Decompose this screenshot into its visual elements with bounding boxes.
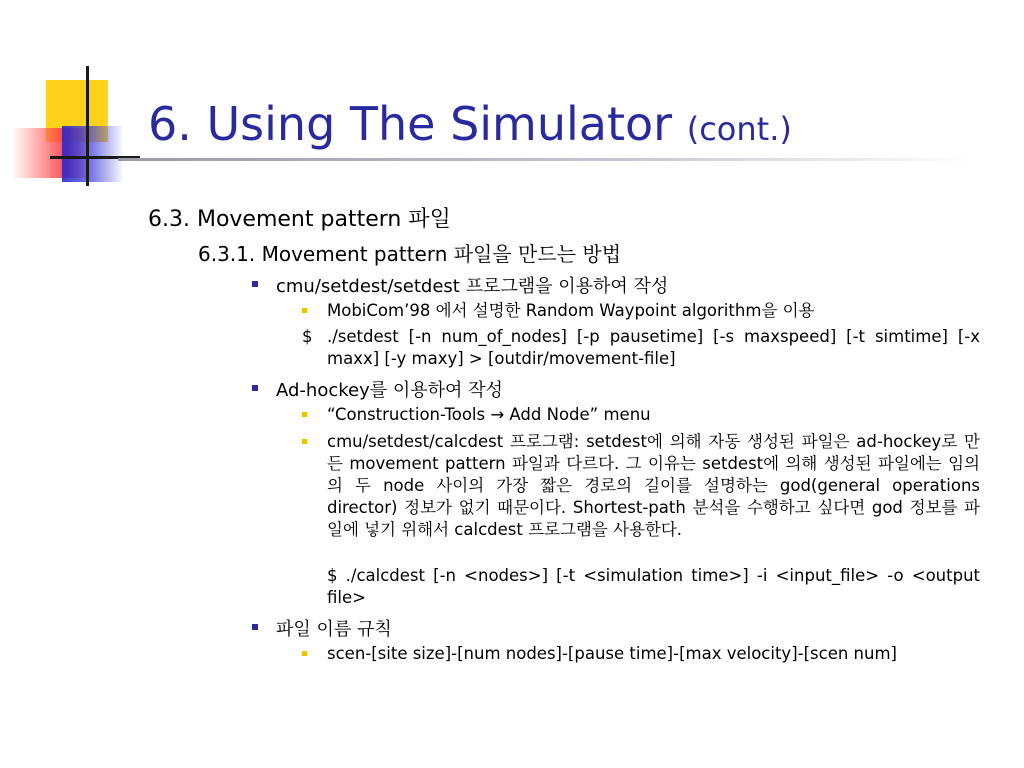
bullet-setdest-text: cmu/setdest/setdest 프로그램을 이용하여 작성 [276, 276, 669, 297]
title-underline [118, 158, 978, 161]
subbullet-calcdest-text: cmu/setdest/calcdest 프로그램: setdest에 의해 자동 생성된 파일은 ad-hockey로 만든 movement pattern 파일과 다르다. 그 이유는 setdest에 의해 생성된 파일에는 임의의 두 node 사이의 가장 짧은 경로의 길이를 설명하는 god(general operations director) 정보가 없기 때문이다. Shortest-path 분석을 수행하고 싶다면 god 정보를 파일에 넣기 위해서 calcdest 프로그램을 사용한다. [327, 432, 980, 539]
calcdest-command [302, 565, 980, 609]
setdest-command [302, 326, 980, 370]
bullet-adhockey-text: Ad-hockey를 이용하여 작성 [276, 380, 503, 401]
subbullet-marker [302, 651, 307, 656]
slide-logo [0, 0, 140, 200]
logo-vertical-line [86, 66, 89, 186]
setdest-command-text: ./setdest [-n num_of_nodes] [-p pausetime] [-s maxspeed] [-t simtime] [-x maxx] [-y maxy] > [outdir/movement-file] [327, 327, 980, 368]
bullet-filename-text: 파일 이름 규칙 [276, 619, 392, 640]
subbullet-menu [302, 404, 980, 426]
slide-title-suffix: (cont.) [686, 110, 792, 148]
bullet-marker [252, 281, 258, 287]
slide-title [148, 98, 792, 151]
calcdest-command-text: $ ./calcdest [-n <nodes>] [-t <simulation time>] -i <input_file> -o <output file> [327, 566, 980, 607]
subbullet-mobicom-text: MobiCom’98 에서 설명한 Random Waypoint algorithm을 이용 [327, 301, 815, 320]
subbullet-menu-text: “Construction-Tools → Add Node” menu [327, 405, 651, 424]
subbullet-marker [302, 308, 307, 313]
subbullet-marker [302, 412, 307, 417]
subbullet-filename-rule [302, 643, 980, 665]
subsection-heading: 6.3.1. Movement pattern 파일을 만드는 방법 [198, 242, 622, 266]
slide-title-main: 6. Using The Simulator [148, 97, 673, 151]
logo-blue-square [62, 126, 124, 182]
subbullet-calcdest [302, 431, 980, 541]
subbullet-marker [302, 439, 307, 444]
bullet-marker [252, 385, 258, 391]
subbullet-filename-rule-text: scen-[site size]-[num nodes]-[pause time]-[max velocity]-[scen num] [327, 644, 897, 663]
subbullet-mobicom [302, 300, 980, 322]
bullet-marker [252, 624, 258, 630]
section-heading: 6.3. Movement pattern 파일 [148, 207, 451, 232]
command-prompt: $ [302, 327, 313, 346]
